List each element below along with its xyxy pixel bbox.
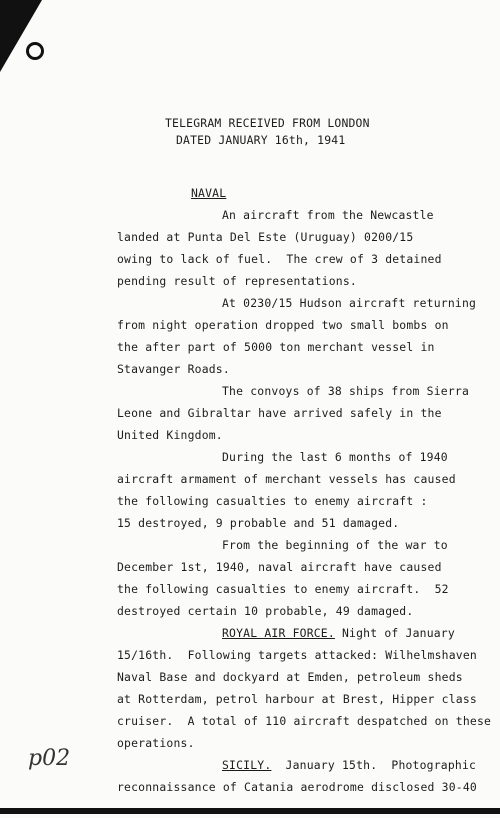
body-line: the after part of 5000 ton merchant vessel in	[117, 340, 435, 354]
raf-heading: ROYAL AIR FORCE.	[222, 626, 335, 640]
body-line: owing to lack of fuel. The crew of 3 detained	[117, 252, 442, 266]
body-line: 15 destroyed, 9 probable and 51 damaged.	[117, 516, 400, 530]
naval-heading: NAVAL	[191, 186, 227, 200]
body-line: United Kingdom.	[117, 428, 223, 442]
body-line: December 1st, 1940, naval aircraft have caused	[117, 560, 442, 574]
handwritten-page-note: p02	[28, 746, 71, 771]
body-line: An aircraft from the Newcastle	[222, 208, 434, 222]
body-line: operations.	[117, 736, 195, 750]
body-line: reconnaissance of Catania aerodrome disclosed 30-40	[117, 780, 477, 794]
body-line: During the last 6 months of 1940	[222, 450, 448, 464]
body-line: Naval Base and dockyard at Emden, petroleum sheds	[117, 670, 463, 684]
body-line: destroyed certain 10 probable, 49 damaged.	[117, 604, 414, 618]
black-corner-mark	[0, 0, 42, 72]
telegram-date: DATED JANUARY 16th, 1941	[176, 133, 346, 147]
sicily-heading: SICILY.	[222, 758, 272, 772]
telegram-header: TELEGRAM RECEIVED FROM LONDON	[165, 116, 370, 130]
body-line: 15/16th. Following targets attacked: Wilhelmshaven	[117, 648, 477, 662]
body-line: cruiser. A total of 110 aircraft despatched on these	[117, 714, 492, 728]
body-line: Night of January	[334, 626, 455, 640]
body-line: At 0230/15 Hudson aircraft returning	[222, 296, 477, 310]
body-line: from night operation dropped two small bombs on	[117, 318, 449, 332]
sicily-paragraph-start	[222, 758, 476, 772]
body-line: the following casualties to enemy aircraft. 52	[117, 582, 449, 596]
body-line: the following casualties to enemy aircraft :	[117, 494, 428, 508]
body-line: at Rotterdam, petrol harbour at Brest, Hipper class	[117, 692, 477, 706]
punch-hole-mark	[26, 42, 44, 60]
body-line: January 15th. Photographic	[271, 758, 477, 772]
body-line: The convoys of 38 ships from Sierra	[222, 384, 470, 398]
body-line: From the beginning of the war to	[222, 538, 448, 552]
body-line: aircraft armament of merchant vessels has caused	[117, 472, 456, 486]
raf-paragraph-start	[222, 626, 455, 640]
scan-edge-bar	[0, 808, 500, 814]
body-line: pending result of representations.	[117, 274, 357, 288]
body-line: Leone and Gibraltar have arrived safely in the	[117, 406, 442, 420]
body-line: Stavanger Roads.	[117, 362, 230, 376]
body-line: landed at Punta Del Este (Uruguay) 0200/15	[117, 230, 414, 244]
